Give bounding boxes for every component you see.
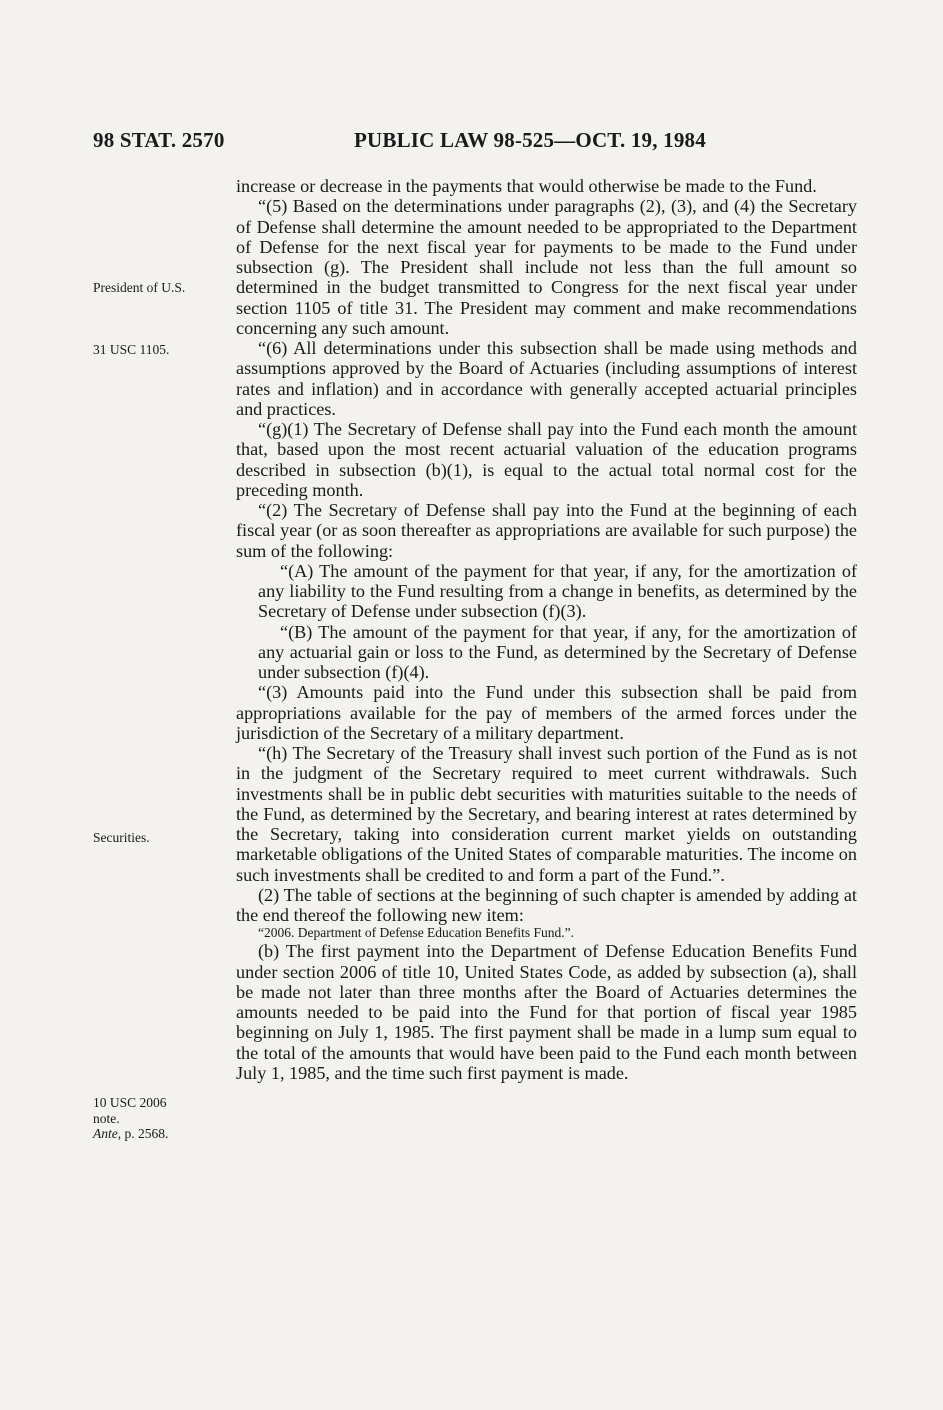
paragraph-f5: “(5) Based on the determinations under paragraphs (2), (3), and (4) the Secretary of Defense shall determine the amount needed to be appropriated to the Department of Defense for the next fiscal year for payments to be made to the Fund under subsection (g). The President shall include not less than the full amount so determined in the budget transmitted to Congress for the next fiscal year under section 1105 of title 31. The President may comment and make recommendations concerning any such amount. bbox=[236, 196, 857, 338]
stat-page-number: 98 STAT. 2570 bbox=[93, 128, 225, 152]
new-section-item: “2006. Department of Defense Education Benefits Fund.”. bbox=[258, 925, 575, 941]
paragraph-g3: “(3) Amounts paid into the Fund under this subsection shall be paid from appropriations available for the pay of members of the armed forces under the jurisdiction of the Secretary of a military department. bbox=[236, 682, 857, 743]
ante-page: , p. 2568. bbox=[117, 1126, 169, 1141]
margin-note-10-usc bbox=[93, 1095, 168, 1142]
paragraph-g2-a: “(A) The amount of the payment for that year, if any, for the amortization of any liability to the Fund resulting from a change in benefits, as determined by the Secretary of Defense under subsection (f)(3). bbox=[258, 560, 857, 622]
margin-note-10-usc-line1: 10 USC 2006 bbox=[93, 1095, 167, 1110]
margin-note-president: President of U.S. bbox=[93, 280, 186, 295]
public-law-title: PUBLIC LAW 98-525—OCT. 19, 1984 bbox=[354, 128, 706, 152]
bleed-through-shadow bbox=[110, 182, 210, 272]
statute-body bbox=[236, 176, 857, 1083]
margin-note-securities: Securities. bbox=[93, 830, 150, 845]
paragraph-f6: “(6) All determinations under this subsection shall be made using methods and assumptions approved by the Board of Actuaries (including assumptions of interest rates and inflation) and in accordance with generally accepted actuarial principles and practices. bbox=[236, 338, 857, 419]
margin-note-31-usc: 31 USC 1105. bbox=[93, 342, 170, 357]
paragraph-table-amendment: (2) The table of sections at the beginning of such chapter is amended by adding at the end thereof the following new item: bbox=[236, 884, 857, 925]
paragraph-g2-b: “(B) The amount of the payment for that year, if any, for the amortization of any actuarial gain or loss to the Fund, as determined by the Secretary of Defense under subsection (f)(4). bbox=[258, 621, 857, 682]
margin-note-10-usc-ante bbox=[93, 1126, 168, 1142]
paragraph-h: “(h) The Secretary of the Treasury shall invest such portion of the Fund as is not in the judgment of the Secretary required to meet current withdrawals. Such investments shall be in public debt securities with maturities suitable to the needs of the Fund, as determined by the Secretary, and bearing interest at rates determined by the Secretary, taking into consideration current market yields on outstanding marketable obligations of the United States of comparable maturities. The income on such investments shall be credited to and form a part of the Fund.”. bbox=[236, 743, 857, 885]
paragraph-continuation: increase or decrease in the payments that would otherwise be made to the Fund. bbox=[236, 176, 817, 196]
paragraph-b-first-payment: (b) The first payment into the Department of Defense Education Benefits Fund under section 2006 of title 10, United States Code, as added by subsection (a), shall be made not later than three months after the Board of Actuaries determines the amounts needed to be paid into the Fund for that portion of fiscal year 1985 beginning on July 1, 1985. The first payment shall be made in a lump sum equal to the total of the amounts that would have been paid to the Fund each month between July 1, 1985, and the time such first payment is made. bbox=[236, 941, 857, 1083]
margin-note-10-usc-line2: note. bbox=[93, 1110, 120, 1126]
paragraph-g1: “(g)(1) The Secretary of Defense shall pay into the Fund each month the amount that, based upon the most recent actuarial valuation of the education programs described in subsection (b)(1), is equal to the actual total normal cost for the preceding month. bbox=[236, 419, 857, 500]
paragraph-g2: “(2) The Secretary of Defense shall pay into the Fund at the beginning of each fiscal year (or as soon thereafter as appropriations are available for such purpose) the sum of the following: bbox=[236, 500, 857, 561]
ante-italic: Ante bbox=[93, 1126, 118, 1141]
